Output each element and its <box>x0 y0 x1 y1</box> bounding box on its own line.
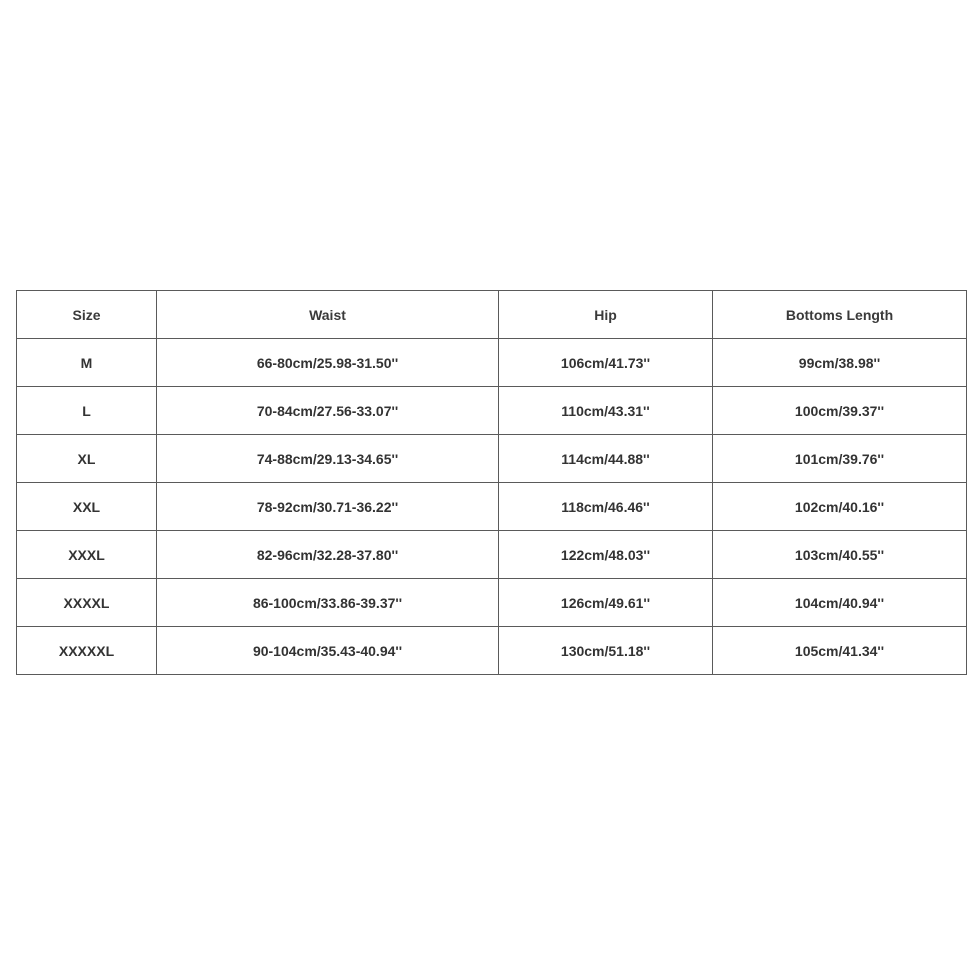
header-hip: Hip <box>499 291 713 339</box>
table-row <box>17 531 967 579</box>
cell-bottoms-length: 101cm/39.76'' <box>713 435 967 483</box>
cell-bottoms-length: 105cm/41.34'' <box>713 627 967 675</box>
size-chart-header <box>17 291 967 339</box>
header-size: Size <box>17 291 157 339</box>
cell-waist: 70-84cm/27.56-33.07'' <box>157 387 499 435</box>
cell-bottoms-length: 99cm/38.98'' <box>713 339 967 387</box>
cell-hip: 114cm/44.88'' <box>499 435 713 483</box>
cell-bottoms-length: 102cm/40.16'' <box>713 483 967 531</box>
cell-hip: 106cm/41.73'' <box>499 339 713 387</box>
cell-size: XXXXXL <box>17 627 157 675</box>
size-chart-table <box>16 290 967 675</box>
cell-hip: 118cm/46.46'' <box>499 483 713 531</box>
cell-waist: 90-104cm/35.43-40.94'' <box>157 627 499 675</box>
cell-waist: 82-96cm/32.28-37.80'' <box>157 531 499 579</box>
cell-size: L <box>17 387 157 435</box>
cell-hip: 126cm/49.61'' <box>499 579 713 627</box>
table-row <box>17 435 967 483</box>
cell-bottoms-length: 103cm/40.55'' <box>713 531 967 579</box>
cell-hip: 130cm/51.18'' <box>499 627 713 675</box>
table-row <box>17 579 967 627</box>
size-chart-body <box>17 339 967 675</box>
cell-size: M <box>17 339 157 387</box>
cell-size: XXXXL <box>17 579 157 627</box>
header-bottoms-length: Bottoms Length <box>713 291 967 339</box>
header-waist: Waist <box>157 291 499 339</box>
cell-waist: 78-92cm/30.71-36.22'' <box>157 483 499 531</box>
cell-waist: 74-88cm/29.13-34.65'' <box>157 435 499 483</box>
header-row <box>17 291 967 339</box>
cell-size: XXL <box>17 483 157 531</box>
cell-size: XXXL <box>17 531 157 579</box>
cell-bottoms-length: 100cm/39.37'' <box>713 387 967 435</box>
table-row <box>17 627 967 675</box>
table-row <box>17 387 967 435</box>
cell-waist: 86-100cm/33.86-39.37'' <box>157 579 499 627</box>
table-row <box>17 339 967 387</box>
cell-bottoms-length: 104cm/40.94'' <box>713 579 967 627</box>
table-row <box>17 483 967 531</box>
cell-hip: 110cm/43.31'' <box>499 387 713 435</box>
cell-waist: 66-80cm/25.98-31.50'' <box>157 339 499 387</box>
cell-size: XL <box>17 435 157 483</box>
cell-hip: 122cm/48.03'' <box>499 531 713 579</box>
